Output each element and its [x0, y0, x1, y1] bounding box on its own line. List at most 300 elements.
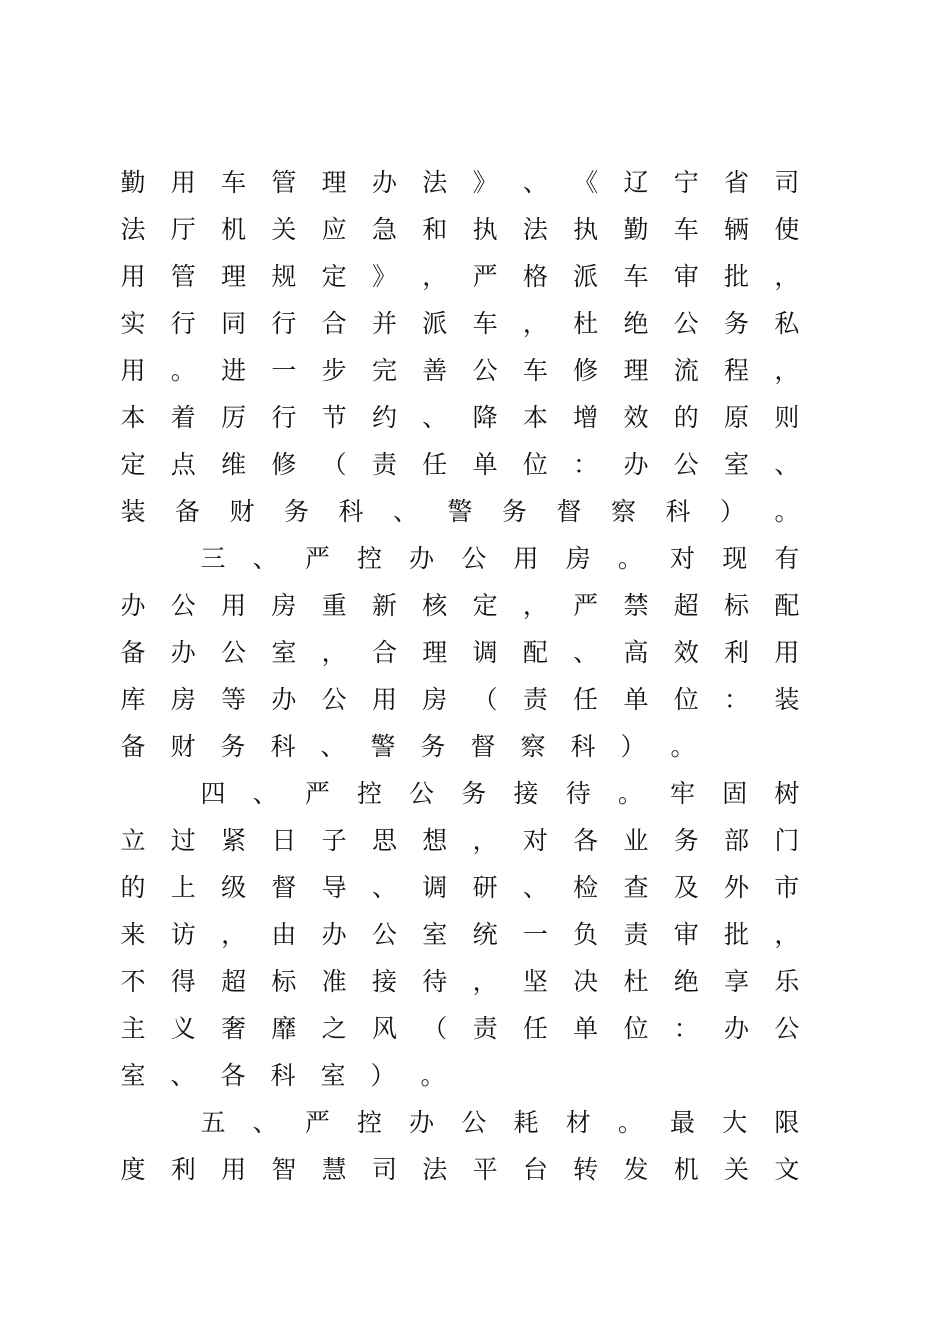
glyph: 督 [271, 873, 297, 902]
glyph: 使 [774, 215, 800, 244]
glyph: 机 [673, 1155, 699, 1184]
glyph: 杜 [623, 967, 649, 996]
glyph: 执 [472, 215, 498, 244]
glyph: 台 [522, 1155, 548, 1184]
glyph: 现 [722, 544, 748, 573]
glyph: 备 [174, 497, 200, 526]
glyph: 严 [304, 1108, 330, 1137]
glyph: 房 [565, 544, 591, 573]
glyph: 行 [271, 309, 297, 338]
glyph: 办 [271, 685, 297, 714]
glyph: 善 [422, 356, 448, 385]
glyph: 法 [120, 215, 146, 244]
glyph: 控 [357, 544, 383, 573]
glyph: ： [673, 1014, 699, 1043]
glyph: 平 [472, 1155, 498, 1184]
glyph: ， [522, 591, 548, 620]
glyph: 《 [573, 168, 599, 197]
glyph: 公 [371, 920, 397, 949]
glyph: 重 [321, 591, 347, 620]
glyph: 责 [371, 450, 397, 479]
glyph: 公 [461, 1108, 487, 1137]
glyph: 一 [522, 920, 548, 949]
glyph: 用 [120, 356, 146, 385]
glyph: 公 [472, 356, 498, 385]
glyph: 、 [774, 450, 800, 479]
glyph: 导 [321, 873, 347, 902]
glyph: 财 [170, 732, 196, 761]
glyph: 乐 [774, 967, 800, 996]
glyph: 、 [170, 1061, 196, 1090]
glyph: 室 [724, 450, 750, 479]
glyph: 厉 [221, 403, 247, 432]
glyph: 办 [170, 638, 196, 667]
glyph: 、 [573, 638, 599, 667]
glyph: 主 [120, 1014, 146, 1043]
glyph: 着 [170, 403, 196, 432]
glyph: 规 [271, 262, 297, 291]
glyph: 一 [271, 356, 297, 385]
text-line [120, 441, 800, 488]
glyph: 核 [422, 591, 448, 620]
glyph: ： [573, 450, 599, 479]
glyph: 等 [221, 685, 247, 714]
glyph: 单 [472, 450, 498, 479]
glyph: （ [321, 450, 347, 479]
glyph: 慧 [321, 1155, 347, 1184]
glyph: 司 [371, 1155, 397, 1184]
glyph: 各 [573, 826, 599, 855]
glyph: 。 [170, 356, 196, 385]
glyph: 合 [371, 638, 397, 667]
glyph: 、 [392, 497, 418, 526]
glyph: 关 [271, 215, 297, 244]
text-line [120, 1099, 800, 1146]
glyph: 审 [673, 262, 699, 291]
glyph: 外 [724, 873, 750, 902]
glyph: ， [221, 920, 247, 949]
glyph: 新 [371, 591, 397, 620]
glyph: 标 [724, 591, 750, 620]
glyph: 责 [522, 685, 548, 714]
glyph: 限 [774, 1108, 800, 1137]
glyph: 市 [774, 873, 800, 902]
glyph: 流 [673, 356, 699, 385]
glyph: 务 [673, 826, 699, 855]
glyph: 科 [270, 1061, 296, 1090]
glyph: ， [774, 262, 800, 291]
glyph: 房 [170, 685, 196, 714]
glyph: 务 [724, 309, 750, 338]
glyph: 单 [623, 685, 649, 714]
glyph: 办 [409, 1108, 435, 1137]
glyph: 严 [472, 262, 498, 291]
text-line [120, 488, 800, 535]
glyph: 科 [270, 732, 296, 761]
glyph: 公 [409, 779, 435, 808]
glyph: 超 [673, 591, 699, 620]
glyph: 的 [120, 873, 146, 902]
glyph: 风 [371, 1014, 397, 1043]
glyph: 责 [472, 1014, 498, 1043]
glyph: 材 [565, 1108, 591, 1137]
glyph: 厅 [170, 215, 196, 244]
glyph: 本 [120, 403, 146, 432]
glyph: 司 [774, 168, 800, 197]
glyph: 对 [670, 544, 696, 573]
glyph: 公 [221, 638, 247, 667]
glyph: 的 [673, 403, 699, 432]
glyph: 。 [617, 1108, 643, 1137]
text-line [120, 958, 800, 1005]
glyph: 察 [610, 497, 636, 526]
glyph: 上 [170, 873, 196, 902]
glyph: ， [774, 920, 800, 949]
glyph: 度 [120, 1155, 146, 1184]
document-body [120, 159, 800, 1193]
glyph: 利 [170, 1155, 196, 1184]
glyph: 实 [120, 309, 146, 338]
glyph: 各 [220, 1061, 246, 1090]
glyph: 配 [522, 638, 548, 667]
glyph: 用 [120, 262, 146, 291]
glyph: 待 [565, 779, 591, 808]
glyph: 务 [501, 497, 527, 526]
glyph: 宁 [673, 168, 699, 197]
glyph: 降 [472, 403, 498, 432]
glyph: 管 [170, 262, 196, 291]
glyph: 严 [304, 779, 330, 808]
glyph: 立 [120, 826, 146, 855]
glyph: 位 [623, 1014, 649, 1043]
glyph: 维 [221, 450, 247, 479]
text-line [120, 394, 800, 441]
glyph: 坚 [522, 967, 548, 996]
glyph: 并 [371, 309, 397, 338]
glyph: 思 [371, 826, 397, 855]
glyph: 务 [283, 497, 309, 526]
glyph: 发 [623, 1155, 649, 1184]
glyph: 备 [120, 638, 146, 667]
glyph: 最 [670, 1108, 696, 1137]
glyph: 接 [513, 779, 539, 808]
glyph: 机 [221, 215, 247, 244]
glyph: 绝 [623, 309, 649, 338]
glyph: ） [719, 497, 745, 526]
glyph: 完 [371, 356, 397, 385]
glyph: 理 [321, 168, 347, 197]
glyph: 省 [724, 168, 750, 197]
glyph: 紧 [221, 826, 247, 855]
glyph: 。 [774, 497, 800, 526]
glyph: 车 [673, 215, 699, 244]
glyph: 派 [422, 309, 448, 338]
glyph: 用 [513, 544, 539, 573]
glyph: 牢 [670, 779, 696, 808]
glyph: 四 [200, 779, 226, 808]
glyph: 车 [522, 356, 548, 385]
glyph: 室 [120, 1061, 146, 1090]
glyph: 用 [221, 1155, 247, 1184]
glyph: 定 [321, 262, 347, 291]
glyph: 绝 [673, 967, 699, 996]
glyph: 室 [422, 920, 448, 949]
text-line [120, 253, 800, 300]
text-line [120, 535, 800, 582]
glyph: 法 [422, 168, 448, 197]
glyph: 室 [271, 638, 297, 667]
glyph: 科 [570, 732, 596, 761]
glyph: 财 [229, 497, 255, 526]
glyph: 检 [573, 873, 599, 902]
glyph: ） [620, 732, 646, 761]
glyph: 公 [321, 685, 347, 714]
glyph: 本 [522, 403, 548, 432]
glyph: 察 [520, 732, 546, 761]
glyph: 、 [371, 873, 397, 902]
text-line [120, 864, 800, 911]
text-line [120, 300, 800, 347]
glyph: 合 [321, 309, 347, 338]
glyph: 待 [422, 967, 448, 996]
glyph: ， [774, 356, 800, 385]
glyph: 督 [470, 732, 496, 761]
glyph: 决 [573, 967, 599, 996]
glyph: 用 [221, 591, 247, 620]
glyph: 任 [573, 685, 599, 714]
glyph: 、 [522, 168, 548, 197]
glyph: 享 [724, 967, 750, 996]
glyph: 修 [573, 356, 599, 385]
glyph: 原 [724, 403, 750, 432]
glyph: 配 [774, 591, 800, 620]
glyph: 、 [252, 1108, 278, 1137]
glyph: 控 [357, 779, 383, 808]
glyph: 效 [673, 638, 699, 667]
glyph: 增 [573, 403, 599, 432]
glyph: 。 [617, 779, 643, 808]
glyph: 接 [371, 967, 397, 996]
glyph: 公 [673, 309, 699, 338]
glyph: 禁 [623, 591, 649, 620]
glyph: 急 [371, 215, 397, 244]
glyph: 单 [573, 1014, 599, 1043]
glyph: 树 [774, 779, 800, 808]
glyph: ， [472, 826, 498, 855]
glyph: 文 [774, 1155, 800, 1184]
glyph: 法 [422, 1155, 448, 1184]
glyph: 标 [271, 967, 297, 996]
glyph: 位 [673, 685, 699, 714]
glyph: 。 [617, 544, 643, 573]
glyph: 、 [320, 732, 346, 761]
glyph: 行 [170, 309, 196, 338]
glyph: 备 [120, 732, 146, 761]
glyph: 级 [221, 873, 247, 902]
glyph: 程 [724, 356, 750, 385]
glyph: 超 [221, 967, 247, 996]
glyph: 杜 [573, 309, 599, 338]
glyph: 查 [623, 873, 649, 902]
glyph: 派 [573, 262, 599, 291]
glyph: 节 [321, 403, 347, 432]
glyph: 法 [522, 215, 548, 244]
glyph: 控 [357, 1108, 383, 1137]
glyph: 车 [221, 168, 247, 197]
glyph: ， [321, 638, 347, 667]
glyph: 五 [200, 1108, 226, 1137]
glyph: 耗 [513, 1108, 539, 1137]
glyph: 车 [623, 262, 649, 291]
glyph: 批 [724, 920, 750, 949]
glyph: 来 [120, 920, 146, 949]
glyph: 则 [774, 403, 800, 432]
glyph: 车 [472, 309, 498, 338]
glyph: 业 [623, 826, 649, 855]
glyph: 统 [472, 920, 498, 949]
glyph: 。 [420, 1061, 446, 1090]
glyph: 和 [422, 215, 448, 244]
glyph: 勤 [120, 168, 146, 197]
glyph: 理 [422, 638, 448, 667]
glyph: 同 [221, 309, 247, 338]
glyph: 固 [722, 779, 748, 808]
glyph: 三 [200, 544, 226, 573]
text-line [120, 1052, 800, 1099]
glyph: 严 [304, 544, 330, 573]
glyph: 点 [170, 450, 196, 479]
glyph: 过 [170, 826, 196, 855]
glyph: 任 [422, 450, 448, 479]
glyph: 辆 [724, 215, 750, 244]
glyph: 私 [774, 309, 800, 338]
glyph: ： [724, 685, 750, 714]
glyph: 装 [774, 685, 800, 714]
glyph: 修 [271, 450, 297, 479]
glyph: 由 [271, 920, 297, 949]
glyph: 研 [472, 873, 498, 902]
glyph: 应 [321, 215, 347, 244]
glyph: 子 [321, 826, 347, 855]
glyph: 负 [573, 920, 599, 949]
glyph: ， [472, 967, 498, 996]
glyph: 利 [724, 638, 750, 667]
glyph: 智 [271, 1155, 297, 1184]
glyph: 科 [665, 497, 691, 526]
glyph: 调 [422, 873, 448, 902]
glyph: 日 [271, 826, 297, 855]
glyph: 督 [556, 497, 582, 526]
glyph: 、 [422, 403, 448, 432]
glyph: 行 [271, 403, 297, 432]
glyph: 理 [221, 262, 247, 291]
glyph: 审 [673, 920, 699, 949]
glyph: 想 [422, 826, 448, 855]
glyph: 步 [321, 356, 347, 385]
glyph: 转 [573, 1155, 599, 1184]
text-line [120, 676, 800, 723]
glyph: 任 [522, 1014, 548, 1043]
glyph: 部 [724, 826, 750, 855]
glyph: 大 [722, 1108, 748, 1137]
text-line [120, 723, 800, 770]
glyph: 不 [120, 967, 146, 996]
glyph: 理 [623, 356, 649, 385]
glyph: 格 [522, 262, 548, 291]
glyph: 办 [724, 1014, 750, 1043]
glyph: 警 [370, 732, 396, 761]
glyph: 办 [623, 450, 649, 479]
glyph: 效 [623, 403, 649, 432]
glyph: 务 [461, 779, 487, 808]
glyph: 定 [472, 591, 498, 620]
glyph: 定 [120, 450, 146, 479]
glyph: 办 [321, 920, 347, 949]
text-line [120, 347, 800, 394]
text-line [120, 629, 800, 676]
glyph: 办 [120, 591, 146, 620]
glyph: 库 [120, 685, 146, 714]
glyph: 办 [371, 168, 397, 197]
glyph: ， [522, 309, 548, 338]
glyph: 责 [623, 920, 649, 949]
glyph: 对 [522, 826, 548, 855]
glyph: 奢 [221, 1014, 247, 1043]
glyph: 室 [320, 1061, 346, 1090]
glyph: 调 [472, 638, 498, 667]
glyph: 靡 [271, 1014, 297, 1043]
glyph: 有 [774, 544, 800, 573]
glyph: 管 [271, 168, 297, 197]
glyph: 务 [220, 732, 246, 761]
glyph: 科 [338, 497, 364, 526]
glyph: 严 [573, 591, 599, 620]
glyph: 。 [670, 732, 696, 761]
glyph: 用 [371, 685, 397, 714]
text-line [120, 911, 800, 958]
glyph: 准 [321, 967, 347, 996]
glyph: 辽 [623, 168, 649, 197]
glyph: 及 [673, 873, 699, 902]
text-line [120, 817, 800, 864]
glyph: （ [422, 1014, 448, 1043]
glyph: 房 [422, 685, 448, 714]
glyph: 勤 [623, 215, 649, 244]
glyph: 义 [170, 1014, 196, 1043]
text-line [120, 770, 800, 817]
glyph: 批 [724, 262, 750, 291]
glyph: 警 [447, 497, 473, 526]
glyph: 房 [271, 591, 297, 620]
glyph: 约 [371, 403, 397, 432]
glyph: （ [472, 685, 498, 714]
glyph: 公 [170, 591, 196, 620]
glyph: 公 [774, 1014, 800, 1043]
glyph: 位 [522, 450, 548, 479]
glyph: 装 [120, 497, 146, 526]
glyph: ） [370, 1061, 396, 1090]
glyph: 访 [170, 920, 196, 949]
glyph: 公 [673, 450, 699, 479]
glyph: 用 [774, 638, 800, 667]
glyph: 门 [774, 826, 800, 855]
text-line [120, 582, 800, 629]
glyph: 执 [573, 215, 599, 244]
glyph: 》 [371, 262, 397, 291]
glyph: 公 [461, 544, 487, 573]
glyph: 高 [623, 638, 649, 667]
text-line [120, 159, 800, 206]
